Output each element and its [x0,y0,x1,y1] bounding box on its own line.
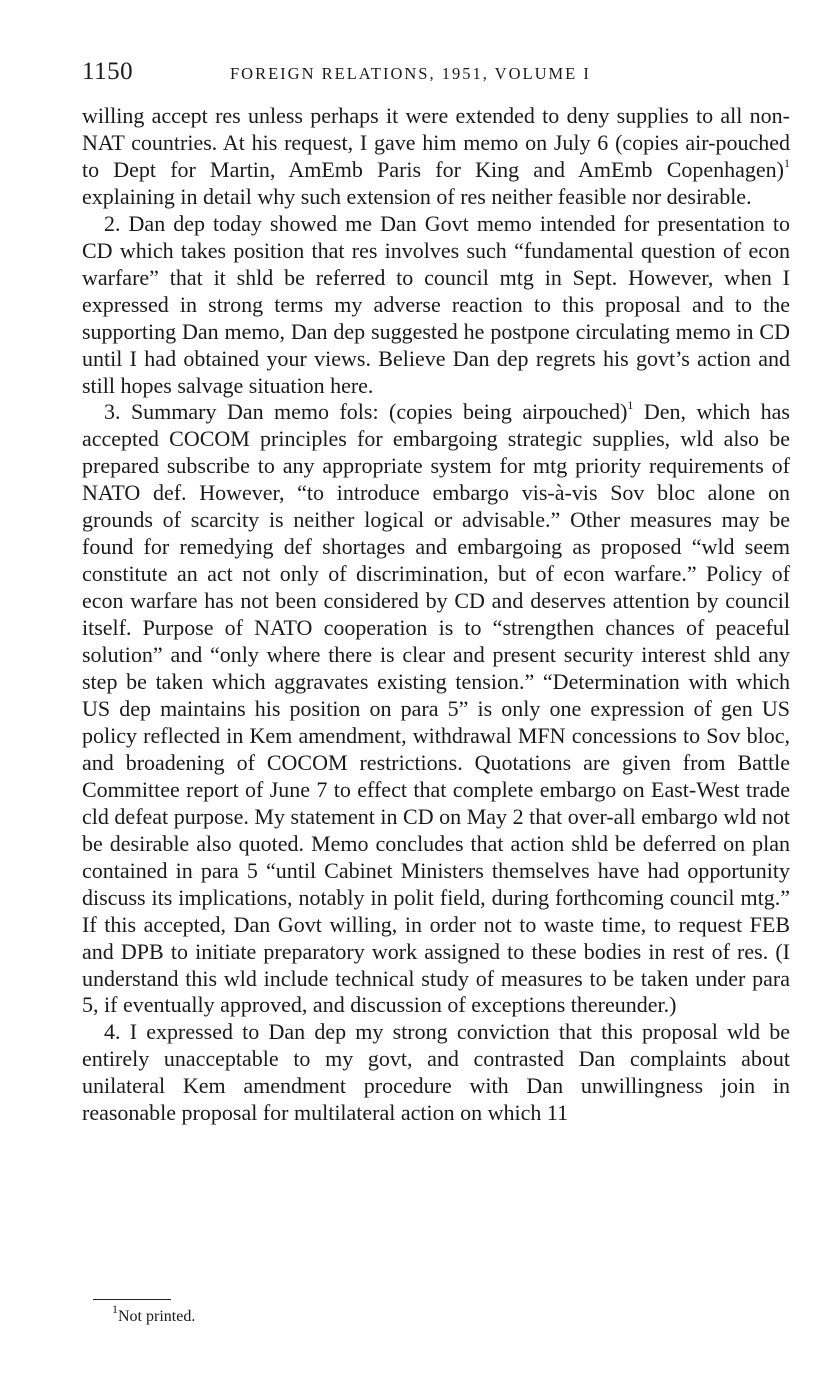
paragraph-3 [82,399,790,1019]
paragraph-text: 3. Summary Dan memo fols: (copies being airpouched) [104,399,628,425]
paragraph-text: willing accept res unless perhaps it were extended to deny supplies to all non-NAT countries. At his request, I gave him memo on July 6 (copies air-pouched to Dept for Martin, AmEmb Paris for King and AmEmb Copenhagen) [82,103,790,182]
page-header [82,58,790,92]
body-text [82,103,790,1127]
page-number: 1150 [82,58,134,85]
footnote-reference: 1 [627,398,634,413]
paragraph-2: 2. Dan dep today showed me Dan Govt memo intended for presentation to CD which takes position that res involves such “fundamental question of econ warfare” that it shld be referred to council mtg in Sept. However, when I expressed in strong terms my adverse reaction to this proposal and to the supporting Dan memo, Dan dep suggested he postpone circulating memo in CD until I had obtained your views. Believe Dan dep regrets his govt’s action and still hopes salvage situation here. [82,210,790,398]
footnote-reference: 1 [784,155,790,170]
footnote-divider [93,1299,171,1300]
paragraph-text: Den, which has accepted COCOM principles for embargoing strategic supplies, wld also be prepared subscribe to any appropriate system for mtg priority requirements of NATO def. However, “to introduce embargo vis-à-vis Sov bloc alone on grounds of scarcity is neither logical or advisable.” Other measures may be found for remedying def shortages and embargoing as proposed “wld seem constitute an act not only of discrimination, but of econ warfare.” Policy of econ warfare has not been considered by CD and deserves attention by council itself. Purpose of NATO cooperation is to “strengthen chances of peaceful solution” and “only where there is clear and present security interest shld any step be taken which aggravates existing tension.” “Determination with which US dep maintains his position on para 5” is only one expression of gen US policy reflected in Kem amendment, withdrawal MFN concessions to Sov bloc, and broadening of COCOM restrictions. Quotations are given from Battle Committee report of June 7 to effect that complete embargo on East-West trade cld defeat purpose. My statement in CD on May 2 that over-all embargo wld not be desirable also quoted. Memo concludes that action shld be deferred on plan contained in para 5 “until Cabinet Ministers themselves have had opportunity discuss its implications, notably in polit field, during forthcoming council mtg.” If this accepted, Dan Govt willing, in order not to waste time, to request FEB and DPB to initiate preparatory work assigned to these bodies in rest of res. (I understand this wld include technical study of measures to be taken under para 5, if eventually approved, and discussion of exceptions thereunder.) [82,399,790,1018]
paragraph-text: explaining in detail why such extension of res neither feasible nor desirable. [82,183,752,209]
paragraph-1 [82,103,790,211]
running-head: FOREIGN RELATIONS, 1951, VOLUME I [230,64,591,83]
footnote-marker: 1 [112,1301,118,1316]
footnote-text: Not printed. [118,1308,196,1325]
footnote [112,1301,196,1326]
paragraph-4: 4. I expressed to Dan dep my strong conviction that this proposal wld be entirely unacceptable to my govt, and contrasted Dan complaints about unilateral Kem amendment procedure with Dan unwillingness join in reasonable proposal for multilateral action on which 11 [82,1019,790,1126]
